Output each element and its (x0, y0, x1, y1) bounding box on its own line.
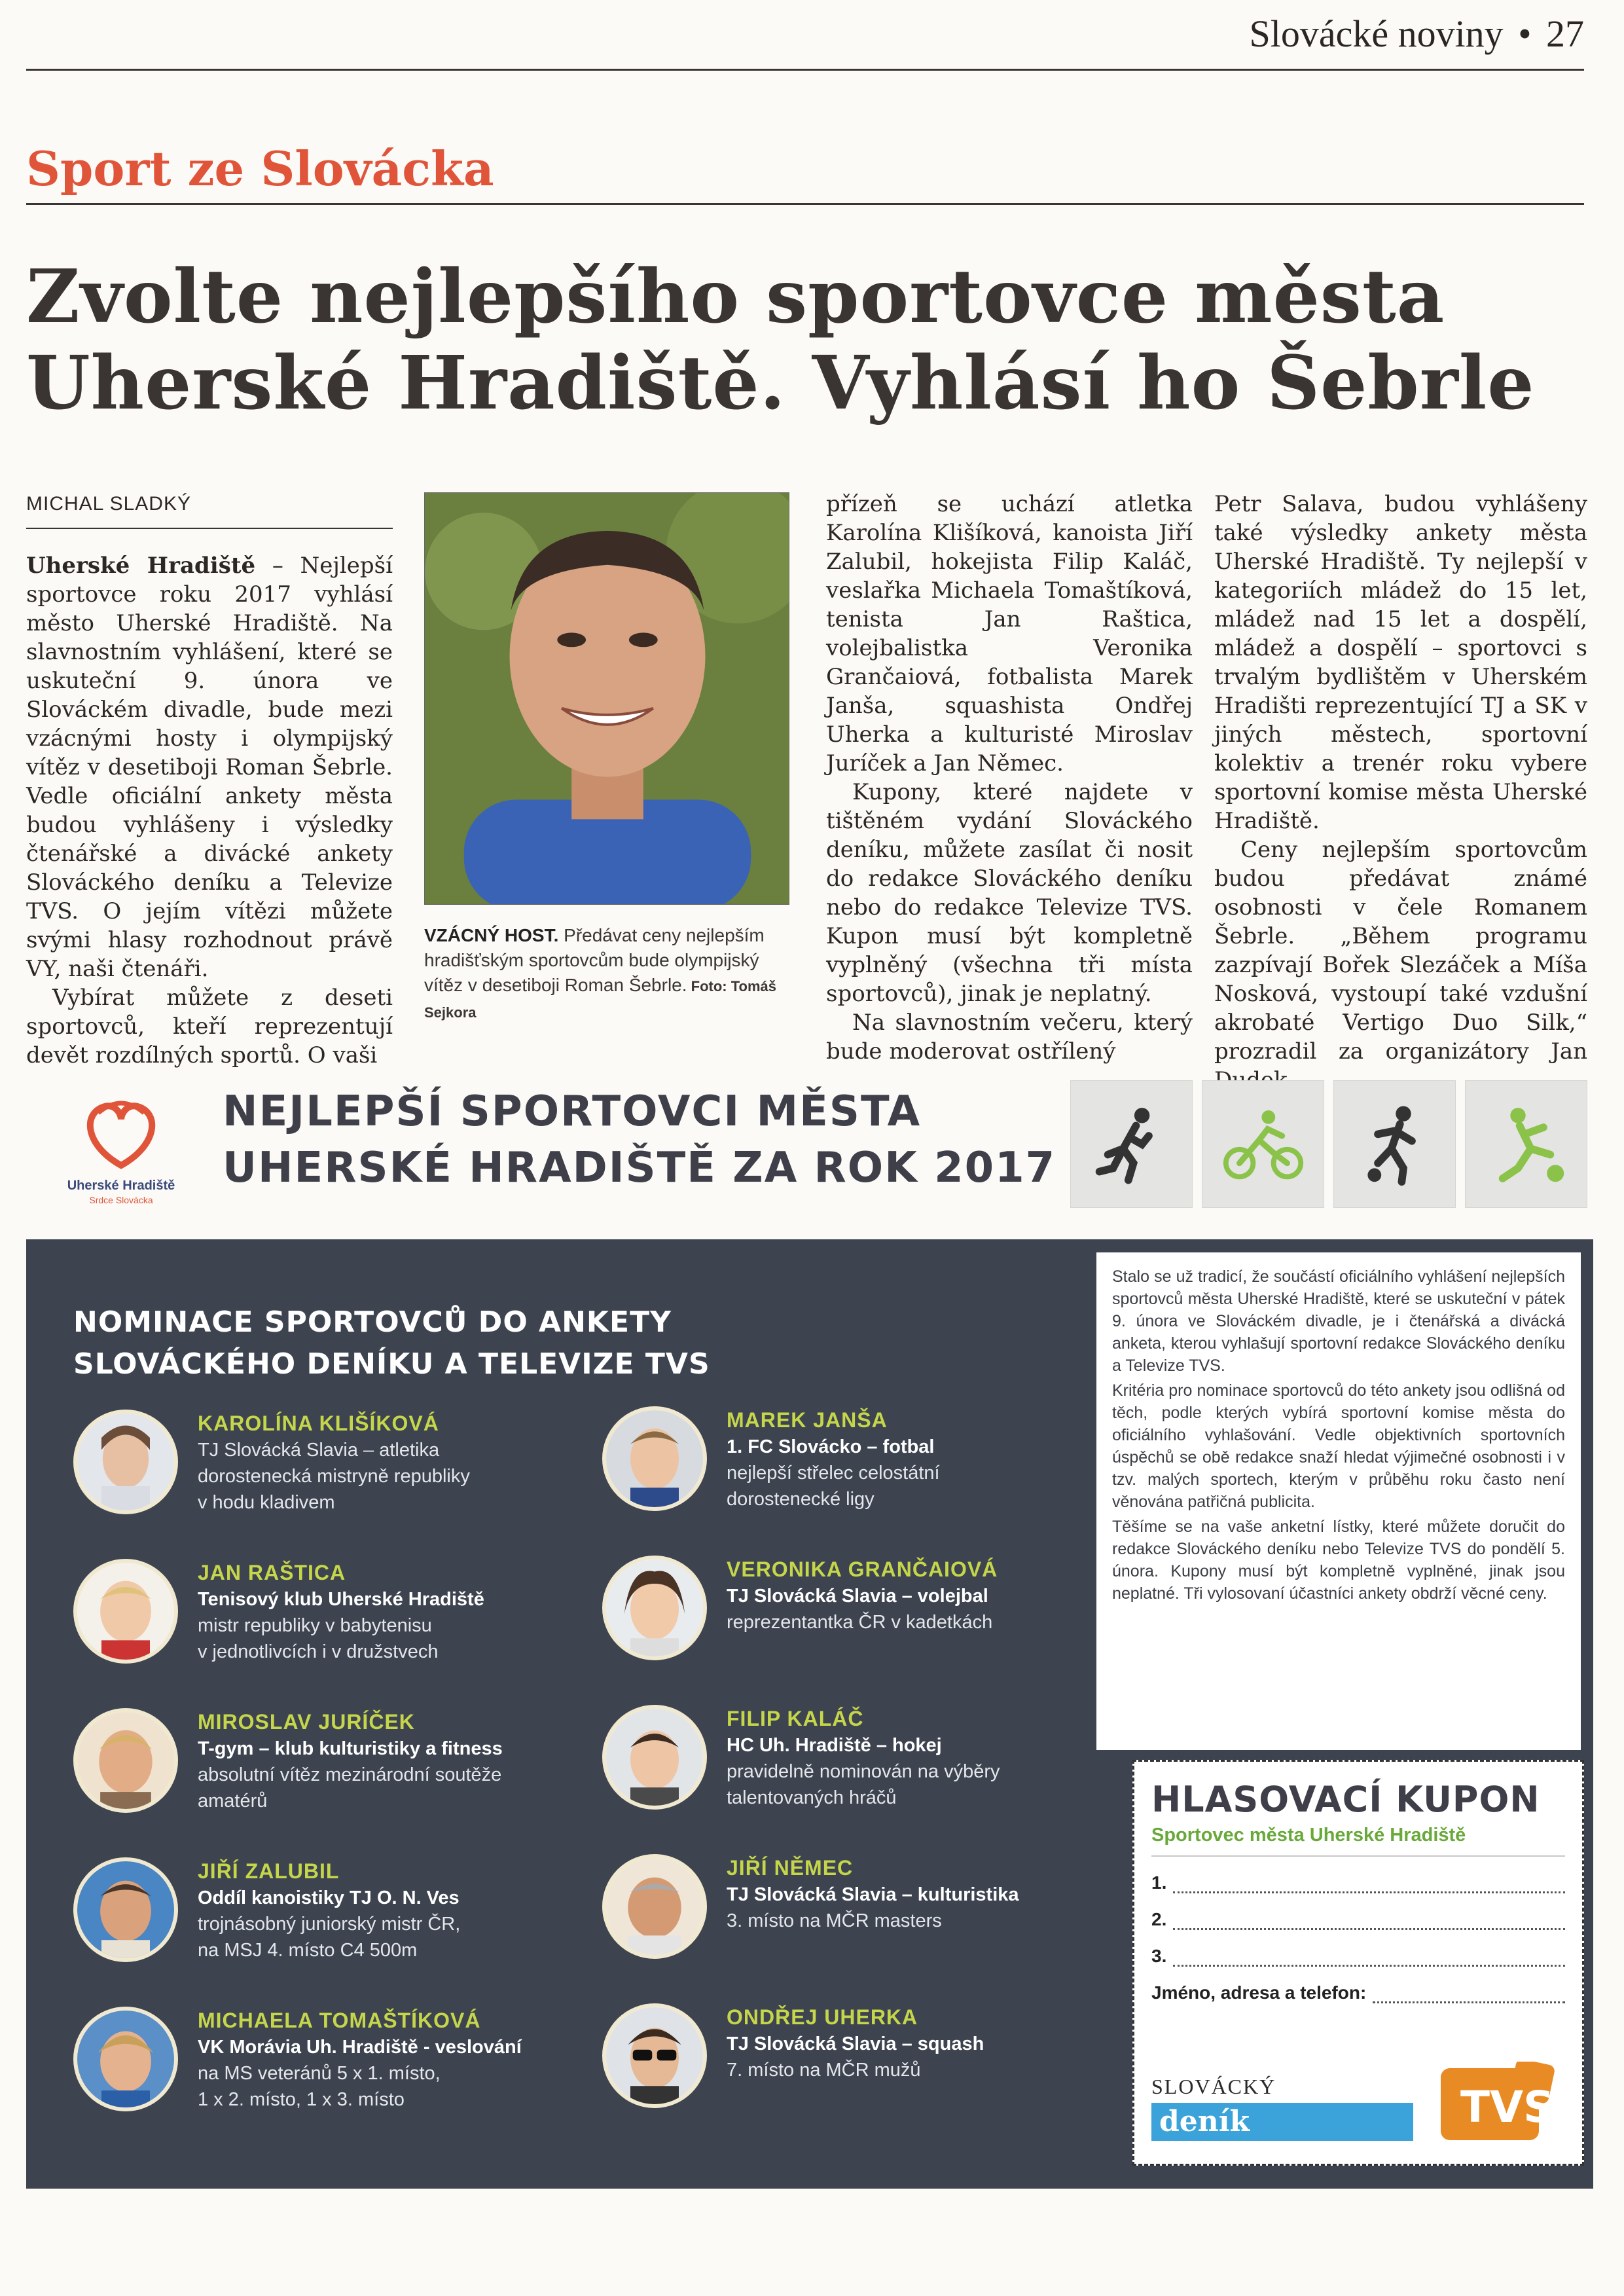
bowler-icon (1484, 1102, 1569, 1187)
tile-runner (1070, 1080, 1193, 1208)
footballer-icon (1352, 1102, 1437, 1187)
avatar (73, 1410, 178, 1514)
nominee-card (73, 1559, 571, 1690)
avatar (602, 1854, 707, 1959)
article-paragraph: Vybírat můžete z deseti sportovců, kteří reprezentují devět rozdílných sportů. O vaši (26, 985, 393, 1068)
coupon-line-1[interactable] (1151, 1857, 1565, 1893)
nominee-club: Tenisový klub Uherské Hradiště (198, 1589, 484, 1610)
avatar (73, 1708, 178, 1813)
nominee-name: MICHAELA TOMAŠTÍKOVÁ (198, 2009, 481, 2032)
nominee-card (73, 2007, 571, 2138)
nominee-name: JIŘÍ ZALUBIL (198, 1859, 340, 1883)
slovacky-denik-logo (1151, 2075, 1426, 2147)
page-number: 27 (1546, 12, 1584, 55)
nominee-desc: v jednotlivcích i v družstvech (198, 1641, 439, 1662)
tvs-logo-text: TVS (1460, 2082, 1555, 2132)
panel-title (73, 1302, 710, 1385)
tile-cyclist (1202, 1080, 1324, 1208)
caption-text: Předávat ceny nejlepším hradišťským sportovcům bude olympijský vítěz v desetiboji Roman Šebrle. (424, 925, 765, 995)
nominee-desc: dorostenecké ligy (727, 1489, 875, 1510)
nominee-card (73, 1410, 571, 1540)
article-paragraph (26, 551, 393, 983)
article-paragraph: Petr Salava, budou vyhlášeny také výsledky ankety města Uherské Hradiště. Ty nejlepší v kategoriích mládež do 15 let, mládež nad 15 let a dospělí, mládež a dospělí – sportovci s trvalým bydlištěm v Uherském Hradišti reprezentující TJ a SK v jiných městech, sportovní kolektiv a trenér roku vybere sportovní komise města Uherské Hradiště. (1214, 491, 1587, 834)
banner-title-line-1: NEJLEPŠÍ SPORTOVCI MĚSTA (223, 1087, 922, 1136)
coupon-line-dots (1173, 1878, 1565, 1893)
nominee-info (727, 1556, 1132, 1635)
nominee-desc: trojnásobný juniorský mistr ČR, (198, 1914, 461, 1935)
lead-place: Uherské Hradiště (26, 553, 256, 579)
nominee-info (198, 1857, 604, 1963)
nominee-name: VERONIKA GRANČAIOVÁ (727, 1558, 998, 1581)
headline-line-1: Zvolte nejlepšího sportovce města (26, 254, 1445, 340)
article-paragraph: přízeň se uchází atletka Karolína Klišíková, kanoista Jiří Zalubil, hokejista Filip Kaláč, veslařka Michaela Tomaštíková, tenista Jan Raštica, volejbalistka Veronika Grančaiová, fotbalista Marek Janša, squashista Ondřej Uherka a kulturisté Miroslav Juríček a Jan Němec. (826, 491, 1193, 776)
article-photo (424, 492, 789, 905)
nominee-photo (77, 1861, 174, 1958)
avatar (602, 1705, 707, 1810)
nominee-desc: v hodu kladivem (198, 1492, 335, 1513)
sport-icons (1070, 1080, 1587, 1208)
nominee-name: MAREK JANŠA (727, 1408, 888, 1432)
anketa-info-box (1096, 1252, 1581, 1750)
nominee-desc: na MSJ 4. místo C4 500m (198, 1940, 418, 1961)
coupon-title: HLASOVACÍ KUPON (1151, 1779, 1540, 1820)
photo-caption (424, 923, 789, 1025)
byline: MICHAL SLADKÝ (26, 490, 393, 529)
nominee-name: FILIP KALÁČ (727, 1707, 864, 1730)
nominee-desc: reprezentantka ČR v kadetkách (727, 1612, 993, 1633)
coupon-line-dots (1173, 1914, 1565, 1930)
article-paragraph: Na slavnostním večeru, který bude moderovat ostřílený (826, 1010, 1193, 1065)
tile-footballer (1333, 1080, 1456, 1208)
avatar (602, 1406, 707, 1511)
voting-coupon[interactable] (1132, 1760, 1584, 2166)
photo-credit: Foto: Tomáš Sejkora (424, 978, 776, 1021)
nominee-photo (606, 1559, 703, 1656)
nominee-club: TJ Slovácká Slavia – volejbal (727, 1586, 988, 1607)
nominee-card (602, 1406, 1100, 1537)
nominee-info (198, 1410, 604, 1516)
avatar (73, 1559, 178, 1664)
nominee-club: TJ Slovácká Slavia – squash (727, 2033, 984, 2054)
nominations-panel (26, 1239, 1593, 2189)
logo-text: Uherské Hradiště (67, 1178, 175, 1193)
nominee-desc: dorostenecká mistryně republiky (198, 1466, 470, 1487)
nominee-photo (77, 1712, 174, 1809)
nominee-club: T-gym – klub kulturistiky a fitness (198, 1738, 503, 1759)
nominee-photo (606, 1858, 703, 1955)
nominee-card (602, 1705, 1100, 1836)
nominee-club: Oddíl kanoistiky TJ O. N. Ves (198, 1887, 460, 1908)
banner-title-line-2: UHERSKÉ HRADIŠTĚ ZA ROK 2017 (223, 1144, 1056, 1192)
coupon-line-3[interactable] (1151, 1930, 1565, 1967)
nominee-name: ONDŘEJ UHERKA (727, 2005, 918, 2029)
nominee-card (602, 2003, 1100, 2134)
tvs-logo (1434, 2062, 1565, 2147)
city-logo (46, 1087, 196, 1211)
headline (26, 254, 1597, 427)
nominee-desc: amatérů (198, 1791, 268, 1812)
coupon-line-dots (1173, 1951, 1565, 1967)
nominee-info (198, 1708, 604, 1814)
nominee-club: VK Morávia Uh. Hradiště - veslování (198, 2037, 522, 2058)
coupon-line-2[interactable] (1151, 1893, 1565, 1930)
nominee-desc: TJ Slovácká Slavia – atletika (198, 1440, 440, 1461)
lead-text: – Nejlepší sportovce roku 2017 vyhlásí město Uherské Hradiště. Na slavnostním vyhlášení, které se uskuteční 9. února ve Slováckém divadle, bude mezi vzácnými hosty i olympijský vítěz v desetiboji Roman Šebrle. Vedle oficiální ankety města budou vyhlášeny i výsledky čtenářské a divácké ankety Slováckého deníku a Televize TVS. O jejím vítězi můžete svými hlasy rozhodnout právě VY, naši čtenáři. (26, 553, 393, 982)
section-title: Sport ze Slovácka (26, 141, 494, 196)
avatar (602, 1556, 707, 1660)
newspaper-name: Slovácké noviny (1249, 12, 1504, 55)
article-column-1 (26, 490, 393, 1070)
coupon-line-label: 3. (1151, 1946, 1167, 1966)
info-paragraph: Kritéria pro nominace sportovců do této ankety jsou odlišná od těch, podle kterých vybírá sportovní komise města do oficiálního vyhlašování. Vedle objektivních sportovních úspěchů se obě redakce snaží hledat výjimečné osobnosti i v tzv. malých sportech, kterým v průběhu roku často není věnována patřičná publicita. (1112, 1381, 1565, 1511)
nominee-photo (77, 1563, 174, 1660)
section-rule (26, 203, 1584, 205)
headline-line-2: Uherské Hradiště. Vyhlásí ho Šebrle (26, 340, 1535, 426)
nominee-card (602, 1556, 1100, 1686)
nominee-desc: 1 x 2. místo, 1 x 3. místo (198, 2089, 405, 2110)
logo-subtext: Srdce Slovácka (89, 1195, 153, 1205)
nominee-photo (77, 2011, 174, 2107)
panel-title-line-1: NOMINACE SPORTOVCŮ DO ANKETY (73, 1305, 672, 1339)
coupon-line-label: 2. (1151, 1909, 1167, 1929)
nominee-name: JAN RAŠTICA (198, 1561, 346, 1584)
nominee-club: 1. FC Slovácko – fotbal (727, 1436, 935, 1457)
tvs-logo-icon (1434, 2062, 1565, 2147)
avatar (73, 2007, 178, 2111)
page-header (26, 12, 1584, 64)
info-paragraph: Stalo se už tradicí, že součástí oficiálního vyhlášení nejlepších sportovců města Uherské Hradiště, které se uskuteční v pátek 9. února ve Slováckém divadle, je i čtenářská a divácká anketa, kterou vyhlašují sportovní redakce Slováckého deníku a Televize TVS. (1112, 1267, 1565, 1375)
nominee-photo (606, 1709, 703, 1806)
nominee-card (602, 1854, 1100, 1985)
denik-logo-top: SLOVÁCKÝ (1151, 2075, 1276, 2098)
coupon-logos (1151, 2062, 1565, 2147)
nominee-info (727, 1854, 1132, 1934)
panel-title-line-2: SLOVÁCKÉHO DENÍKU A TELEVIZE TVS (73, 1347, 710, 1381)
nominee-club: HC Uh. Hradiště – hokej (727, 1735, 942, 1756)
nominee-info (727, 2003, 1132, 2083)
coupon-contact-line[interactable] (1151, 1967, 1565, 2003)
nominee-photo (606, 2007, 703, 2104)
nominee-info (727, 1406, 1132, 1512)
avatar (73, 1857, 178, 1962)
article-paragraph: Kupony, které najdete v tištěném vydání Slováckého deníku, můžete zasílat či nosit do redakce Slováckého deníku nebo do redakce Televize TVS. Kupon musí být kompletně vyplněný (všechna tři místa sportovců), jinak je neplatný. (826, 779, 1193, 1007)
denik-logo-bar: deník (1151, 2103, 1413, 2141)
nominee-photo (606, 1410, 703, 1507)
nominee-desc: absolutní vítěz mezinárodní soutěže (198, 1764, 502, 1785)
article-column-4 (1214, 490, 1587, 1095)
nominee-info (727, 1705, 1132, 1811)
nominee-info (198, 2007, 604, 2113)
coupon-contact-label: Jméno, adresa a telefon: (1151, 1982, 1367, 2003)
header-separator: • (1518, 12, 1532, 55)
avatar (602, 2003, 707, 2108)
coupon-subtitle: Sportovec města Uherské Hradiště (1151, 1825, 1565, 1857)
nominee-info (198, 1559, 604, 1665)
nominee-desc: pravidelně nominován na výběry (727, 1761, 1000, 1782)
coupon-line-dots (1373, 1988, 1565, 2003)
nominee-club: TJ Slovácká Slavia – kulturistika (727, 1884, 1019, 1905)
nominee-desc: nejlepší střelec celostátní (727, 1463, 940, 1484)
nominee-desc: mistr republiky v babytenisu (198, 1615, 432, 1636)
nominee-desc: 7. místo na MČR mužů (727, 2060, 921, 2081)
portrait-photo (425, 493, 789, 904)
banner-title (223, 1084, 1056, 1196)
nominee-desc: na MS veteránů 5 x 1. místo, (198, 2063, 441, 2084)
runner-icon (1089, 1102, 1174, 1187)
article-column-3 (826, 490, 1193, 1066)
tile-bowler (1465, 1080, 1587, 1208)
nominee-card (73, 1857, 571, 1988)
nominee-photo (77, 1413, 174, 1510)
article-paragraph: Ceny nejlepším sportovcům budou předávat známé osobnosti v čele Romanem Šebrle. „Během programu zazpívají Bořek Slezáček a Míša Nosková, vystoupí také vzdušní akrobaté Vertigo Duo Silk,“ prozradil za organizátory Jan (1214, 837, 1587, 1065)
caption-label: VZÁCNÝ HOST. (424, 925, 559, 945)
nominee-name: KAROLÍNA KLIŠÍKOVÁ (198, 1412, 439, 1435)
nominee-name: JIŘÍ NĚMEC (727, 1856, 854, 1880)
nominee-card (73, 1708, 571, 1839)
coupon-line-label: 1. (1151, 1872, 1167, 1893)
cyclist-icon (1221, 1102, 1306, 1187)
nominee-desc: 3. místo na MČR masters (727, 1910, 942, 1931)
nominee-name: MIROSLAV JURÍČEK (198, 1710, 415, 1734)
info-paragraph: Těšíme se na vaše anketní lístky, které můžete doručit do redakce Slováckého deníku nebo Televize TVS do pondělí 5. února. Kupony musí být kompletně vyplněné, jinak jsou neplatné. Tři vylosovaní účastníci ankety obdrží věcné ceny. (1112, 1518, 1565, 1603)
nominee-desc: talentovaných hráčů (727, 1787, 897, 1808)
header-rule (26, 69, 1584, 71)
